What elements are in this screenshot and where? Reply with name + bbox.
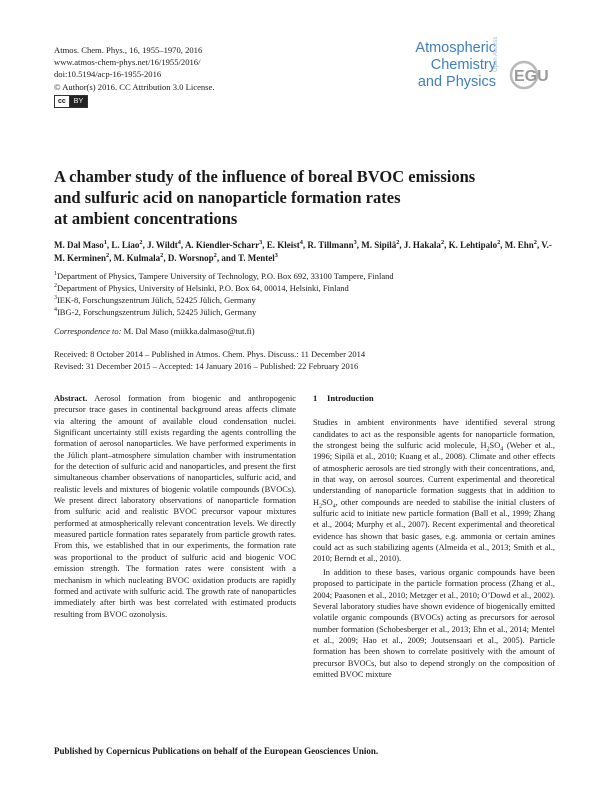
abstract-column	[54, 393, 296, 620]
subscript: 2	[486, 446, 490, 453]
article-url[interactable]: www.atmos-chem-phys.net/16/1955/2016/	[54, 57, 201, 68]
author-affiliation-marker: 2	[139, 239, 143, 246]
affiliation-text: Department of Physics, University of Helsinki, P.O. Box 64, 00014, Helsinki, Finland	[56, 283, 349, 293]
affiliation-text: IBG-2, Forschungszentrum Jülich, 52425 Jülich, Germany	[56, 307, 257, 317]
journal-name-line1: Atmospheric	[415, 40, 496, 56]
by-icon: BY	[70, 96, 87, 107]
author-affiliation-marker: 2	[396, 239, 400, 246]
intro-paragraph-2: In addition to these bases, various organic compounds have been proposed to participate in the particle formation process (Zhang et al., 2004; Paasonen et al., 2010; Metzger et al., 2010; O’Dowd et al., 2002). Several laboratory studies have shown evidence of biogenically emitted volatile organic compounds (BVOCs) acting as precursors for aerosol number formation (Schobesberger et al., 2013; Ehn et al., 2014; Mentel et al., 2009; Hao et al., 2009; Joutsensaari et al., 2005). Particle formation has been shown to correlate positively with the amount of precursor BVOCs, but also to depend strongly on the composition of emitted BVOC mixture	[313, 567, 555, 679]
author-name: A. Kiendler-Scharr	[184, 240, 260, 250]
section-number: 1	[313, 393, 318, 403]
author-affiliation-marker: 2	[440, 239, 445, 246]
author-name: V.-M. Kerminen	[54, 240, 552, 263]
title-line-2: and sulfuric acid on nanoparticle formation rates	[54, 188, 401, 207]
subscript: 4	[500, 446, 504, 453]
author-affiliation-marker: 1	[103, 239, 107, 246]
affiliation-item	[54, 306, 394, 318]
subscript: 4	[332, 503, 336, 510]
paper-title	[54, 166, 554, 229]
author-affiliation-marker: 2	[106, 252, 110, 259]
section-heading	[313, 393, 555, 404]
title-line-3: at ambient concentrations	[54, 209, 238, 228]
correspondence	[54, 325, 255, 337]
affiliation-item	[54, 282, 394, 294]
author-affiliation-marker: 4	[299, 239, 303, 246]
journal-name-line3: and Physics	[417, 74, 496, 90]
author-name: E. Kleist	[266, 240, 300, 250]
affiliation-list	[54, 270, 394, 318]
abstract	[54, 393, 296, 620]
affiliation-item	[54, 294, 394, 306]
publication-dates	[54, 348, 365, 372]
affiliation-item	[54, 270, 394, 282]
citation-line: Atmos. Chem. Phys., 16, 1955–1970, 2016	[54, 45, 203, 55]
author-name: R. Tillmann	[307, 240, 354, 250]
cc-license-badge[interactable]	[54, 95, 88, 108]
journal-name-line2: Chemistry	[430, 57, 496, 73]
affiliation-number: 1	[54, 271, 57, 278]
author-name: M. Kulmala	[113, 253, 161, 263]
author-name: D. Worsnop	[167, 253, 214, 263]
author-affiliation-marker: 4	[177, 239, 181, 246]
egu-label: EGU	[514, 68, 549, 85]
egu-logo-icon	[493, 36, 562, 94]
open-access-label: Open Access	[493, 36, 499, 72]
abstract-text: Aerosol formation from biogenic and anthropogenic precursor trace gases in continental background areas affects climate via altering the amount of available cloud condensation nuclei. Significant uncertainty still exists regarding the agents controlling the formation of aerosol nanoparticles. We have performed experiments in the Jülich plant–atmosphere simulation chamber with instrumentation for the detection of sulfuric acid and nanoparticles, and present the first simultaneous chamber observations of nanoparticles, sulfuric acid, and realistic levels and mixtures of biogenic volatile compounds (BVOCs). We present direct laboratory observations of nanoparticle formation from sulfuric acid and realistic BVOC precursor vapour mixtures performed at atmospherically relevant concentration levels. We directly measured particle formation rates separately from particle growth rates. From this, we established that in our experiments, the formation rate was proportional to the product of sulfuric acid and biogenic VOC emission strength. The formation rates were consistent with a mechanism in which nucleating BVOC oxidation products are rapidly formed and activate with sulfuric acid. The growth rate of nanoparticles immediately after birth was best correlated with estimated products resulting from BVOC ozonolysis.	[54, 394, 296, 619]
intro-text: SO	[489, 441, 501, 451]
intro-text: , other compounds are needed to stabilise the initial clusters of sulfuric acid to initiate new particle formation (Ball et al., 1999; Zhang et al., 2004; Murphy et al., 2007). Recent experimental and theoretical evidence has shown that basic gases, e.g. ammonia or certain amines could act as such stabilizing agents (Almeida et al., 2013; Smith et al., 2010; Berndt et al., 2010).	[313, 497, 555, 564]
title-line-1: A chamber study of the influence of boreal BVOC emissions	[54, 167, 476, 186]
publisher-footer: Published by Copernicus Publications on behalf of the European Geosciences Union.	[54, 746, 379, 756]
author-affiliation-marker: 2	[160, 252, 164, 259]
author-affiliation-marker: 3	[274, 252, 278, 259]
copyright-line: © Author(s) 2016. CC Attribution 3.0 License.	[54, 81, 215, 92]
intro-text: Studies in ambient environments have identified several strong candidates to act as the responsible agents for nanoparticle formation, the strongest being the sulfuric acid molecule, H	[313, 418, 555, 451]
doi-line[interactable]: doi:10.5194/acp-16-1955-2016	[54, 69, 162, 80]
author-name: M. Dal Maso	[54, 240, 104, 250]
affiliation-text: Department of Physics, Tampere University of Technology, P.O. Box 692, 33100 Tampere, Finland	[56, 271, 394, 281]
intro-text: SO	[322, 497, 333, 507]
author-name: T. Mentel	[237, 253, 275, 263]
author-affiliation-marker: 3	[353, 239, 357, 246]
revised-line: Revised: 31 December 2015 – Accepted: 14 January 2016 – Published: 22 February 2016	[54, 361, 359, 371]
abstract-label: Abstract.	[54, 394, 88, 403]
section-title: Introduction	[327, 393, 374, 403]
correspondence-label: Correspondence to:	[54, 326, 122, 336]
affiliation-number: 2	[54, 283, 57, 290]
cc-icon: cc	[55, 96, 70, 107]
correspondence-text: M. Dal Maso (miikka.dalmaso@tut.fi)	[121, 326, 255, 336]
intro-text: (Weber et al., 1996; Sipilä et al., 2010; Kuang et al., 2008). Climate and other effects of atmospheric aerosols are tied strongly with their concentrations, and, in that way, on aerosol sources. Current experimental and theoretical understanding of nanoparticle formation suggests that in addition to H	[313, 441, 555, 507]
intro-paragraph-1	[313, 417, 555, 564]
author-name: J. Hakala	[403, 240, 441, 250]
affiliation-text: IEK-8, Forschungszentrum Jülich, 52425 Jülich, Germany	[56, 295, 256, 305]
received-line: Received: 8 October 2014 – Published in Atmos. Chem. Phys. Discuss.: 11 December 2014	[54, 349, 366, 359]
author-affiliation-marker: 2	[213, 252, 217, 259]
author-name: K. Lehtipalo	[448, 240, 498, 250]
affiliation-number: 3	[54, 295, 57, 302]
author-name: M. Sipilä	[361, 240, 397, 250]
author-affiliation-marker: 3	[259, 239, 263, 246]
author-name: M. Ehn	[504, 240, 534, 250]
article-header-meta	[54, 44, 215, 108]
author-affiliation-marker: 2	[497, 239, 501, 246]
introduction-column	[313, 393, 555, 680]
author-list: M. Dal Maso$^1$, L. Liao$^2$, J. Wildt$^4$, A. Kiendler-Scharr$^3$, E. Kleist$^4$, R. Tillmann$^3$, M. Sipilä$^2$, J. Hakala$^2$, K. Lehtipalo$^2$, M. Ehn$^2$, V.-M. Kerminen$^2$, M. Kulmala$^2$, D. Worsnop$^2$, and T. Mentel$^3$	[54, 239, 552, 263]
author-affiliation-marker: 2	[533, 239, 537, 246]
author-name: L. Liao	[111, 240, 140, 250]
author-name: J. Wildt	[147, 240, 178, 250]
journal-name	[406, 40, 496, 91]
affiliation-number: 4	[54, 307, 57, 314]
subscript: 2	[319, 503, 322, 510]
journal-logo	[406, 36, 576, 100]
